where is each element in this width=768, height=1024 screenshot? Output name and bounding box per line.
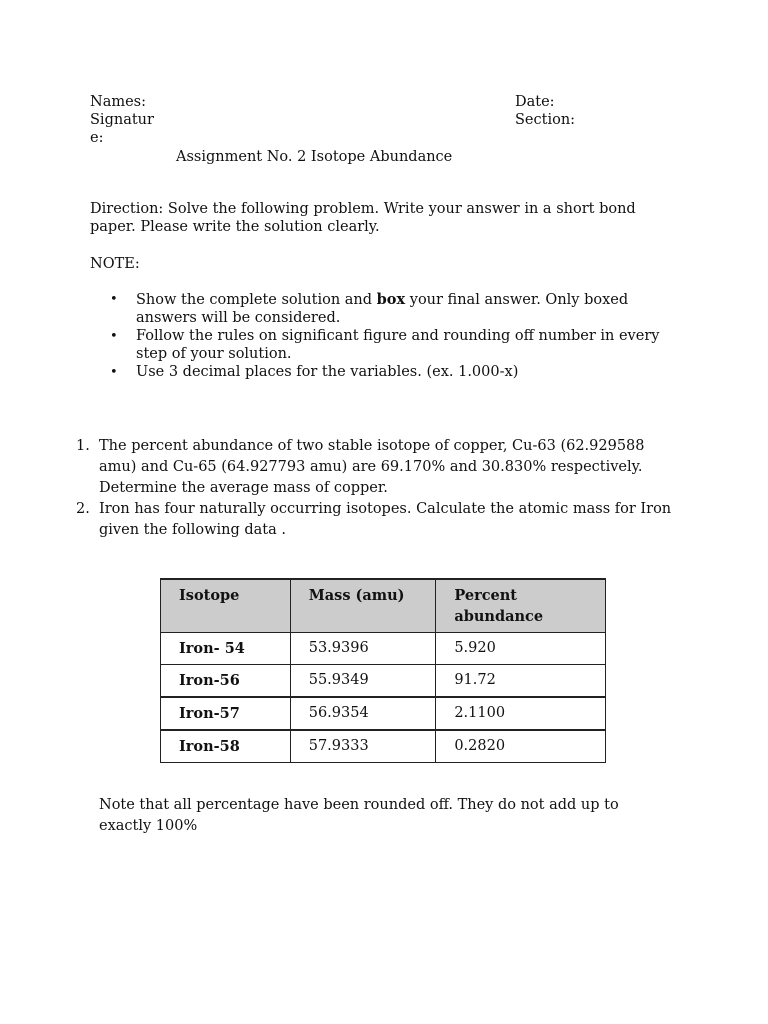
problem-item <box>76 436 676 499</box>
mass-cell: 57.9333 <box>290 730 436 763</box>
names-label: Names: <box>90 94 146 110</box>
problem-number: 1. <box>76 438 90 454</box>
isotope-cell: Iron- 54 <box>161 633 291 665</box>
header-mass: Mass (amu) <box>290 579 436 633</box>
problems-list <box>76 436 676 541</box>
note-text: Follow the rules on significant figure and rounding off number in every step of your solution. <box>136 328 660 362</box>
bullet-icon: • <box>110 292 118 307</box>
mass-cell: 55.9349 <box>290 665 436 698</box>
percent-cell: 2.1100 <box>436 697 606 730</box>
bullet-icon: • <box>110 365 118 380</box>
note-item <box>110 291 670 327</box>
footnote-text: Note that all percentage have been rounded off. They do not add up to exactly 100% <box>99 797 619 834</box>
mass-cell: 56.9354 <box>290 697 436 730</box>
bullet-icon: • <box>110 329 118 344</box>
assignment-title: Assignment No. 2 Isotope Abundance <box>176 149 453 165</box>
problem-item <box>76 499 676 541</box>
problem-number: 2. <box>76 501 90 517</box>
isotope-cell: Iron-57 <box>161 697 291 730</box>
note-text: your final answer. Only boxed answers will be considered. <box>136 292 629 326</box>
note-bold-text: box <box>376 291 406 308</box>
note-label: NOTE: <box>90 256 140 272</box>
percent-cell: 91.72 <box>436 665 606 698</box>
isotope-cell: Iron-58 <box>161 730 291 763</box>
table-header-row <box>161 579 606 633</box>
note-text: Use 3 decimal places for the variables. (ex. 1.000-x) <box>136 364 519 380</box>
signature-label: Signature: <box>90 112 154 146</box>
note-item <box>110 328 670 363</box>
section-label: Section: <box>515 112 576 128</box>
table-row <box>161 730 606 763</box>
note-item <box>110 364 670 382</box>
notes-list <box>110 291 670 383</box>
problem-text: Iron has four naturally occurring isotopes. Calculate the atomic mass for Iron given the following data . <box>99 501 672 538</box>
direction-text: Direction: Solve the following problem. Write your answer in a short bond paper. Please write the solution clearly. <box>90 201 636 235</box>
problem-text: The percent abundance of two stable isotope of copper, Cu-63 (62.929588 amu) and Cu-65 (64.927793 amu) are 69.170% and 30.830% respectively. Determine the average mass of copper. <box>99 438 645 496</box>
isotope-cell: Iron-56 <box>161 665 291 698</box>
mass-cell: 53.9396 <box>290 633 436 665</box>
header-isotope: Isotope <box>161 579 291 633</box>
header-percent: Percent abundance <box>436 579 606 633</box>
isotope-table <box>160 578 606 763</box>
percent-cell: 0.2820 <box>436 730 606 763</box>
note-text: Show the complete solution and <box>136 292 377 308</box>
table-row <box>161 633 606 665</box>
table-row <box>161 697 606 730</box>
date-label: Date: <box>515 94 555 110</box>
percent-cell: 5.920 <box>436 633 606 665</box>
table-row <box>161 665 606 698</box>
